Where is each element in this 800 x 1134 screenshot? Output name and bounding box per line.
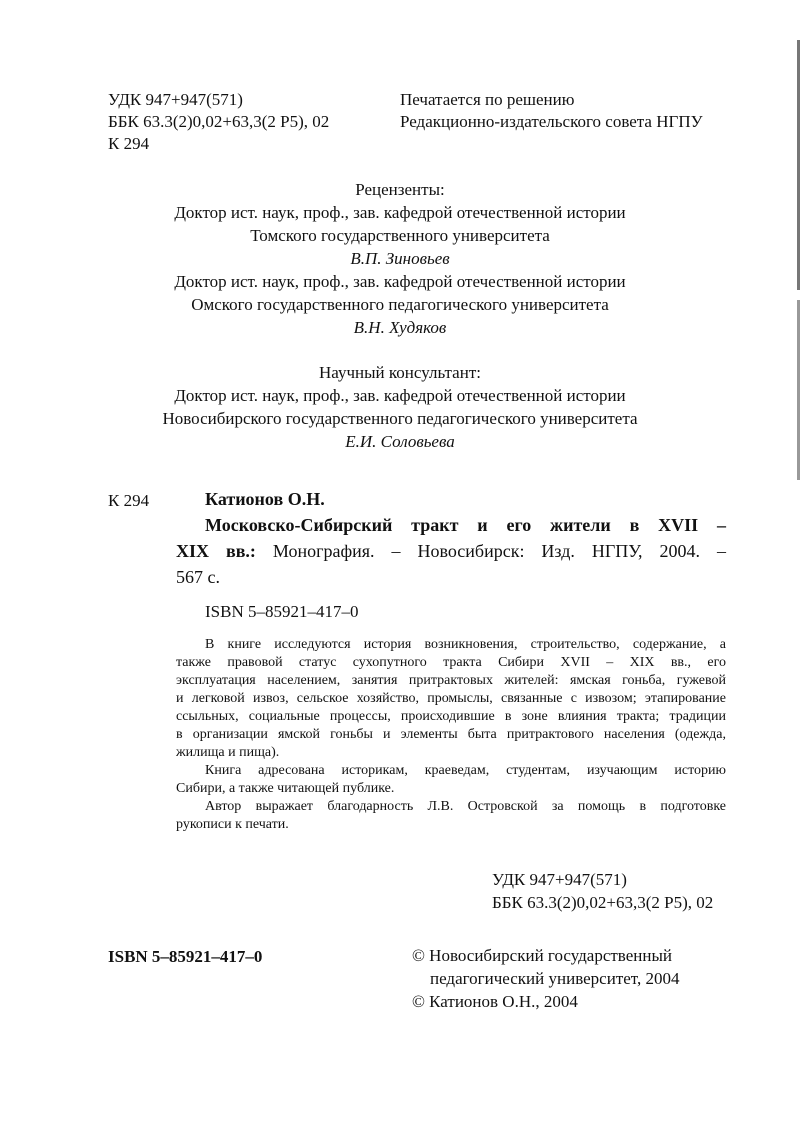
copyright-university-line1: © Новосибирский государственный <box>412 946 672 965</box>
abstract-line: рукописи к печати. <box>176 817 289 832</box>
consultant-position: Доктор ист. наук, проф., зав. кафедрой отечественной истории <box>174 386 626 405</box>
consultant-title: Научный консультант: <box>319 363 481 382</box>
bib-publication-info: Монография. – Новосибирск: Изд. НГПУ, 2004. – <box>255 541 726 561</box>
consultant-name: Е.И. Соловьева <box>345 432 455 451</box>
footer-udc: УДК 947+947(571) <box>492 870 627 889</box>
footer-isbn: ISBN 5–85921–417–0 <box>108 947 263 966</box>
bib-title-line2 <box>176 540 726 563</box>
author-mark: К 294 <box>108 134 150 153</box>
print-approval-line2: Редакционно-издательского совета НГПУ <box>400 112 703 131</box>
abstract-line: эксплуатация населением, занятия притрактовых жителей: ямская гоньба, гужевой <box>176 673 726 688</box>
bbk-code: ББК 63.3(2)0,02+63,3(2 Р5), 02 <box>108 112 330 131</box>
abstract-line: и легковой извоз, сельское хозяйство, промыслы, связанные с извозом; этапирование <box>176 691 726 706</box>
bib-isbn: ISBN 5–85921–417–0 <box>205 602 359 621</box>
abstract-line: также правовой статус сухопутного тракта Сибири XVII – XIX вв., его <box>176 655 726 670</box>
abstract-line: Автор выражает благодарность Л.В. Островской за помощь в подготовке <box>205 799 726 814</box>
reviewer2-position: Доктор ист. наук, проф., зав. кафедрой отечественной истории <box>174 272 626 291</box>
reviewer2-institution: Омского государственного педагогического университета <box>191 295 609 314</box>
reviewers-title: Рецензенты: <box>355 180 445 199</box>
abstract-paragraph-2 <box>176 762 726 798</box>
copyright-university-line2: педагогический университет, 2004 <box>430 969 680 988</box>
reviewer1-name: В.П. Зиновьев <box>350 249 450 268</box>
footer-bbk: ББК 63.3(2)0,02+63,3(2 Р5), 02 <box>492 893 714 912</box>
copyright-author: © Катионов О.Н., 2004 <box>412 992 578 1011</box>
consultant-institution: Новосибирского государственного педагогического университета <box>162 409 638 428</box>
udc-code: УДК 947+947(571) <box>108 90 243 109</box>
abstract-line: жилища и пища). <box>176 745 280 760</box>
abstract-line: Книга адресована историкам, краеведам, студентам, изучающим историю <box>205 763 726 778</box>
abstract-paragraph-3 <box>176 798 726 834</box>
abstract-line: Сибири, а также читающей публике. <box>176 781 395 796</box>
reviewer1-position: Доктор ист. наук, проф., зав. кафедрой отечественной истории <box>174 203 626 222</box>
bib-title-period: XIX вв.: <box>176 541 256 561</box>
bib-author-mark: К 294 <box>108 491 150 510</box>
print-approval-line1: Печатается по решению <box>400 90 575 109</box>
reviewer2-name: В.Н. Худяков <box>353 318 447 337</box>
abstract-line: в организации ямской гоньбы и элементы быта притрактового населения (одежда, <box>176 727 726 742</box>
bib-author: Катионов О.Н. <box>205 489 325 509</box>
abstract-paragraph-1 <box>176 636 726 762</box>
abstract-line: В книге исследуются история возникновения, строительство, содержание, а <box>205 637 726 652</box>
bib-title-line1: Московско-Сибирский тракт и его жители в XVII – <box>205 515 726 535</box>
reviewer1-institution: Томского государственного университета <box>250 226 550 245</box>
bib-pages: 567 с. <box>176 567 220 587</box>
abstract-line: ссыльных, социальные процессы, происходившие в зоне влияния тракта; традиции <box>176 709 726 724</box>
